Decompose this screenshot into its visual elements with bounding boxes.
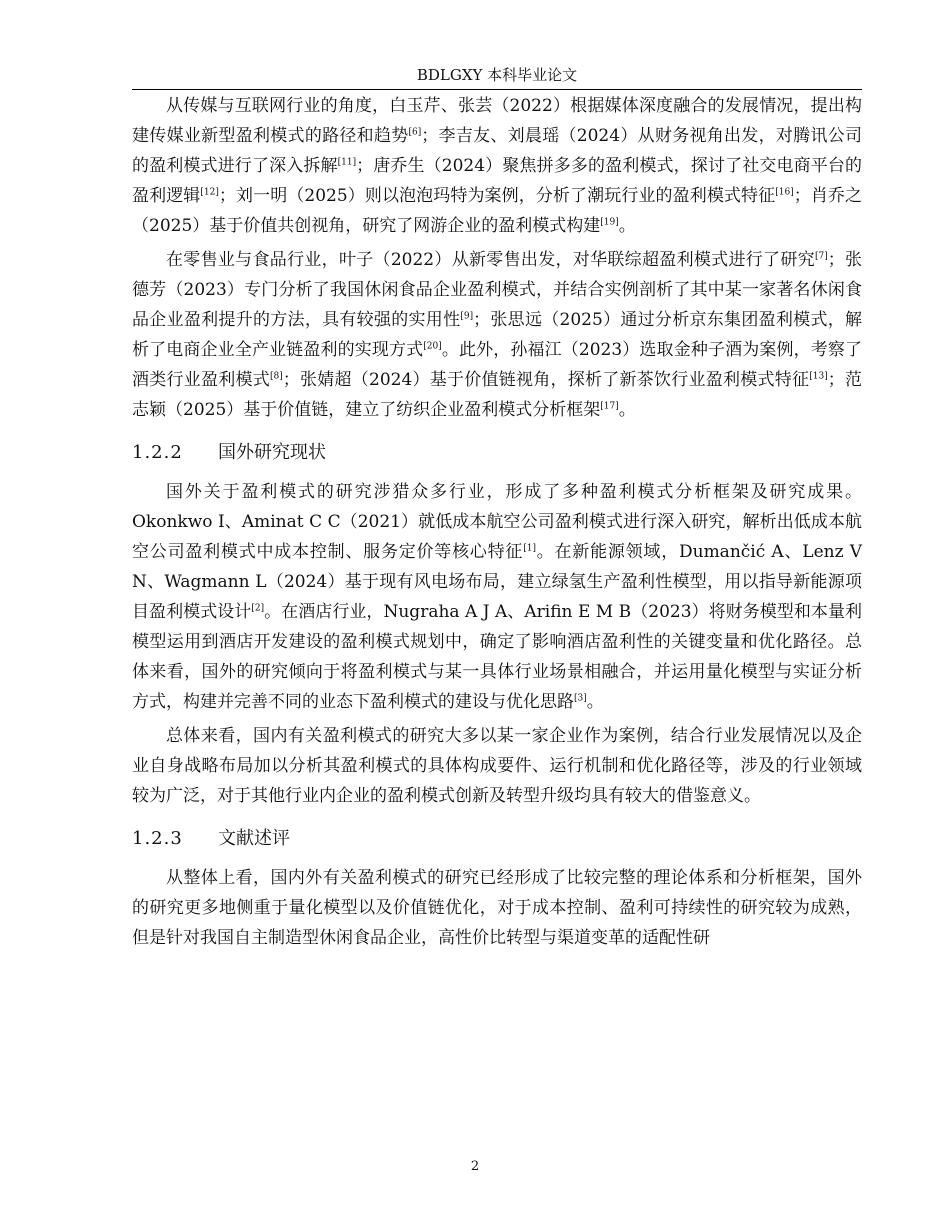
text-run: ；唐乔生（2024）聚焦拼多多的盈利模式，探讨了社交电商平台的盈利逻辑 <box>132 156 863 206</box>
text-run: 。 <box>586 692 604 712</box>
text-run: 。此外，孙福江（2023）选取金种子酒为案例，考察了酒类行业盈利模式 <box>132 340 863 390</box>
citation-reference: [8] <box>270 371 283 382</box>
citation-reference: [16] <box>775 187 794 198</box>
citation-reference: [11] <box>337 157 357 168</box>
text-run: 。在新能源领域，Dumančić A、Lenz V N、Wagmann L（2024）基于现有风电场布局，建立绿氢生产盈利性模型，用以指导新能源项目盈利模式设计 <box>132 542 862 622</box>
citation-reference: [19] <box>600 217 619 228</box>
text-run: 在零售业与食品行业，叶子（2022）从新零售出发，对华联综超盈利模式进行了研究 <box>166 250 815 270</box>
citation-reference: [6] <box>408 127 422 138</box>
text-run: 总体来看，国内有关盈利模式的研究大多以某一家企业作为案例，结合行业发展情况以及企业自身战略布局加以分析其盈利模式的具体构成要件、运行机制和优化路径等，涉及的行业领域较为广泛，对于其他行业内企业的盈利模式创新及转型升级均具有较大的借鉴意义。 <box>132 726 862 806</box>
text-run: ；范志颖（2025）基于价值链，建立了纺织企业盈利模式分析框架 <box>132 370 862 420</box>
body-paragraph <box>132 91 862 241</box>
body-paragraph <box>132 477 862 717</box>
citation-reference: [9] <box>460 311 474 322</box>
body-paragraph <box>132 863 862 953</box>
text-run: 。 <box>618 216 636 236</box>
citation-reference: [13] <box>809 371 828 382</box>
citation-reference: [3] <box>574 693 587 704</box>
text-run: 。 <box>618 400 636 420</box>
citation-reference: [7] <box>814 251 828 262</box>
header-rule <box>132 89 862 90</box>
section-number: 1.2.2 <box>132 442 183 463</box>
citation-reference: [1] <box>523 543 536 554</box>
text-run: ；刘一明（2025）则以泡泡玛特为案例，分析了潮玩行业的盈利模式特征 <box>218 186 776 206</box>
section-number: 1.2.3 <box>132 828 183 849</box>
page-number: 2 <box>470 1159 480 1174</box>
text-run: 国外关于盈利模式的研究涉猎众多行业，形成了多种盈利模式分析框架及研究成果。Okonkwo I、Aminat C C（2021）就低成本航空公司盈利模式进行深入研究，解析出低成本航空公司盈利模式中成本控制、服务定价等核心特征 <box>132 482 862 562</box>
text-run: ；张婧超（2024）基于价值链视角，探析了新茶饮行业盈利模式特征 <box>282 370 810 390</box>
body-paragraph <box>132 721 862 811</box>
citation-reference: [17] <box>600 401 619 412</box>
running-header: BDLGXY 本科毕业论文 <box>416 66 578 84</box>
body-paragraph <box>132 245 862 425</box>
text-run: ；肖乔之（2025）基于价值共创视角，研究了网游企业的盈利模式构建 <box>132 186 863 236</box>
section-title: 文献述评 <box>218 828 290 849</box>
text-run: ；张思远（2025）通过分析京东集团盈利模式，解析了电商企业全产业链盈利的实现方式 <box>132 310 863 360</box>
text-run: 。在酒店行业，Nugraha A J A、Arifin E M B（2023）将财务模型和本量利模型运用到酒店开发建设的盈利模式规划中，确定了影响酒店盈利性的关键变量和优化路径。总体来看，国外的研究倾向于将盈利模式与某一具体行业场景相融合，并运用量化模型与实证分析方式，构建并完善不同的业态下盈利模式的建设与优化思路 <box>132 602 862 712</box>
text-run: ；张德芳（2023）专门分析了我国休闲食品企业盈利模式，并结合实例剖析了其中某一家著名休闲食品企业盈利提升的方法，具有较强的实用性 <box>132 250 862 330</box>
citation-reference: [12] <box>200 187 219 198</box>
document-body <box>132 91 862 953</box>
text-run: ；李吉友、刘晨瑶（2024）从财务视角出发，对腾讯公司的盈利模式进行了深入拆解 <box>132 126 863 176</box>
section-heading <box>132 438 862 468</box>
section-title: 国外研究现状 <box>218 442 326 463</box>
citation-reference: [2] <box>251 603 265 614</box>
text-run: 从传媒与互联网行业的角度，白玉芹、张芸（2022）根据媒体深度融合的发展情况，提出构建传媒业新型盈利模式的路径和趋势 <box>132 96 862 146</box>
section-heading <box>132 824 862 854</box>
citation-reference: [20] <box>423 341 442 352</box>
text-run: 从整体上看，国内外有关盈利模式的研究已经形成了比较完整的理论体系和分析框架，国外的研究更多地侧重于量化模型以及价值链优化，对于成本控制、盈利可持续性的研究较为成熟，但是针对我国自主制造型休闲食品企业，高性价比转型与渠道变革的适配性研 <box>132 868 862 948</box>
